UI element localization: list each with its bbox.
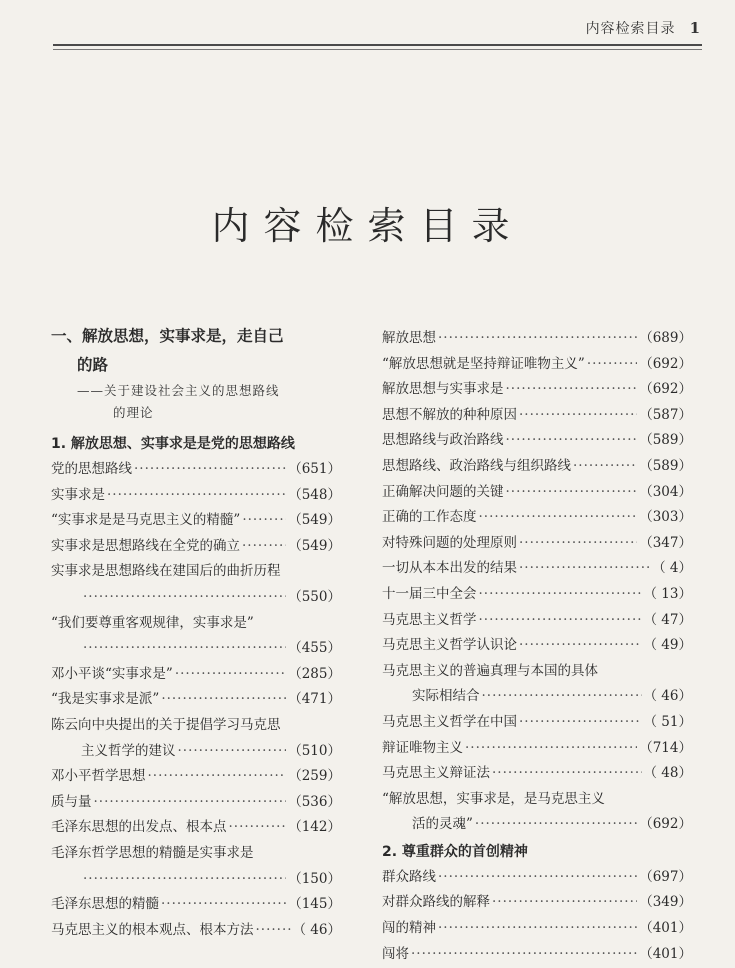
leader-dots bbox=[475, 812, 637, 838]
leader-dots bbox=[242, 534, 286, 560]
leader-dots bbox=[438, 326, 637, 352]
entry-page-number: （150） bbox=[288, 870, 341, 887]
right-entry-list-b bbox=[382, 865, 692, 967]
leader-dots bbox=[519, 556, 650, 582]
index-entry bbox=[51, 636, 341, 662]
index-entry bbox=[382, 812, 692, 838]
entry-page-number: （651） bbox=[288, 461, 341, 477]
entry-text: 实事求是思想路线在建国后的曲折历程 bbox=[51, 563, 281, 580]
leader-dots bbox=[519, 403, 637, 429]
entry-text: “解放思想，实事求是，是马克思主义 bbox=[382, 790, 605, 807]
entry-page-number: （ 13） bbox=[643, 585, 692, 602]
index-entry bbox=[382, 531, 692, 557]
leader-dots bbox=[519, 531, 637, 557]
entry-page-number: （ 46） bbox=[643, 688, 692, 705]
entry-text: 陈云向中央提出的关于提倡学习马克思 bbox=[51, 716, 281, 733]
index-entry-line bbox=[51, 611, 341, 637]
entry-text: 毛泽东思想的出发点、根本点 bbox=[51, 819, 227, 836]
entry-text: 解放思想与实事求是 bbox=[382, 381, 504, 398]
entry-page-number: （589） bbox=[639, 457, 692, 474]
entry-text: 解放思想 bbox=[382, 330, 436, 346]
running-header-title: 内容检索目录 bbox=[585, 21, 676, 37]
index-entry bbox=[51, 457, 341, 483]
entry-page-number: （692） bbox=[639, 381, 692, 398]
leader-dots bbox=[134, 457, 286, 483]
leader-dots bbox=[107, 483, 286, 509]
leader-dots bbox=[482, 684, 642, 710]
leader-dots bbox=[438, 916, 637, 942]
entry-page-number: （589） bbox=[639, 432, 692, 449]
leader-dots bbox=[94, 790, 287, 816]
index-entry bbox=[382, 454, 692, 480]
leader-dots bbox=[519, 710, 642, 736]
entry-page-number: （285） bbox=[288, 665, 341, 682]
entry-page-number: （ 4） bbox=[652, 560, 692, 577]
leader-dots bbox=[175, 662, 286, 688]
index-entry bbox=[51, 815, 341, 841]
index-entry bbox=[51, 662, 341, 688]
entry-text: 思想不解放的种种原因 bbox=[382, 406, 517, 423]
leader-dots bbox=[465, 736, 637, 762]
entry-page-number: （548） bbox=[288, 486, 341, 503]
index-entry bbox=[51, 918, 341, 944]
header-rule-thin bbox=[53, 49, 702, 50]
section-title-line-1: 一、解放思想，实事求是，走自己 bbox=[51, 327, 284, 345]
entry-page-number: （ 49） bbox=[643, 637, 692, 654]
index-entry bbox=[51, 585, 341, 611]
index-entry bbox=[382, 505, 692, 531]
leader-dots bbox=[573, 454, 637, 480]
entry-text: 对群众路线的解释 bbox=[382, 894, 490, 911]
entry-text: 邓小平谈“实事求是” bbox=[51, 665, 173, 682]
index-entry bbox=[382, 761, 692, 787]
index-entry bbox=[51, 739, 341, 765]
leader-dots bbox=[83, 585, 286, 611]
entry-text: 辩证唯物主义 bbox=[382, 739, 463, 756]
entry-page-number: （142） bbox=[288, 819, 341, 836]
index-entry bbox=[51, 892, 341, 918]
entry-page-number: （692） bbox=[639, 355, 692, 372]
index-entry bbox=[382, 684, 692, 710]
entry-page-number: （349） bbox=[639, 894, 692, 911]
page-number: 1 bbox=[689, 19, 701, 37]
leader-dots bbox=[161, 687, 286, 713]
leader-dots bbox=[506, 480, 638, 506]
header-rule bbox=[53, 44, 702, 46]
subheading-2: 2. 尊重群众的首创精神 bbox=[382, 843, 528, 860]
entry-text: 实事求是思想路线在全党的确立 bbox=[51, 537, 240, 554]
entry-text: 邓小平哲学思想 bbox=[51, 768, 146, 785]
entry-text: 正确解决问题的关键 bbox=[382, 483, 504, 500]
entry-page-number: （471） bbox=[288, 691, 341, 708]
leader-dots bbox=[492, 761, 642, 787]
entry-text: 一切从本本出发的结果 bbox=[382, 560, 517, 577]
entry-text: 马克思主义哲学在中国 bbox=[382, 713, 517, 730]
index-entry bbox=[382, 736, 692, 762]
right-column bbox=[382, 326, 692, 967]
entry-text: “我们要尊重客观规律，实事求是” bbox=[51, 614, 254, 631]
left-entry-list bbox=[51, 457, 341, 943]
leader-dots bbox=[256, 918, 291, 944]
entry-page-number: （ 51） bbox=[643, 713, 692, 730]
entry-text: 质与量 bbox=[51, 793, 92, 810]
section-title bbox=[51, 322, 341, 380]
entry-page-number: （303） bbox=[639, 509, 692, 526]
section-title-line-2: 的路 bbox=[77, 356, 109, 374]
leader-dots bbox=[506, 377, 638, 403]
index-entry bbox=[382, 633, 692, 659]
entry-page-number: （ 46） bbox=[292, 921, 341, 938]
index-entry-line bbox=[382, 787, 692, 813]
entry-page-number: （401） bbox=[639, 920, 692, 937]
entry-page-number: （510） bbox=[288, 742, 341, 759]
index-entry-line bbox=[51, 559, 341, 585]
index-entry bbox=[382, 326, 692, 352]
entry-text: 马克思主义的普遍真理与本国的具体 bbox=[382, 662, 598, 679]
entry-text: 闯的精神 bbox=[382, 920, 436, 937]
entry-page-number: （401） bbox=[639, 945, 692, 962]
leader-dots bbox=[492, 890, 637, 916]
index-entry bbox=[51, 687, 341, 713]
entry-text: “解放思想就是坚持辩证唯物主义” bbox=[382, 355, 585, 372]
index-entry bbox=[382, 890, 692, 916]
index-entry bbox=[382, 428, 692, 454]
leader-dots bbox=[587, 352, 637, 378]
section-subtitle bbox=[51, 380, 341, 424]
entry-text: 对特殊问题的处理原则 bbox=[382, 534, 517, 551]
leader-dots bbox=[479, 505, 638, 531]
index-entry-line bbox=[51, 713, 341, 739]
entry-text: 思想路线与政治路线 bbox=[382, 432, 504, 449]
index-entry bbox=[51, 764, 341, 790]
index-entry bbox=[382, 377, 692, 403]
index-entry bbox=[382, 403, 692, 429]
index-entry bbox=[382, 582, 692, 608]
index-entry bbox=[51, 534, 341, 560]
entry-text: 思想路线、政治路线与组织路线 bbox=[382, 457, 571, 474]
leader-dots bbox=[438, 865, 637, 891]
entry-page-number: （347） bbox=[639, 534, 692, 551]
entry-text: 闯将 bbox=[382, 945, 409, 962]
entry-page-number: （549） bbox=[288, 537, 341, 554]
entry-text: 群众路线 bbox=[382, 868, 436, 885]
entry-page-number: （550） bbox=[288, 588, 341, 605]
leader-dots bbox=[479, 608, 642, 634]
entry-page-number: （714） bbox=[639, 739, 692, 756]
entry-text: 正确的工作态度 bbox=[382, 509, 477, 526]
index-entry bbox=[382, 916, 692, 942]
entry-text: 主义哲学的建议 bbox=[81, 742, 176, 759]
leader-dots bbox=[83, 867, 286, 893]
entry-text: 党的思想路线 bbox=[51, 461, 132, 477]
entry-page-number: （536） bbox=[288, 793, 341, 810]
leader-dots bbox=[83, 636, 286, 662]
entry-page-number: （692） bbox=[639, 816, 692, 833]
leader-dots bbox=[506, 428, 638, 454]
entry-text: 毛泽东哲学思想的精髓是实事求是 bbox=[51, 844, 254, 861]
subheading-1: 1. 解放思想、实事求是是党的思想路线 bbox=[51, 436, 295, 452]
entry-text: 十一届三中全会 bbox=[382, 585, 477, 602]
index-entry bbox=[382, 556, 692, 582]
leader-dots bbox=[479, 582, 642, 608]
entry-page-number: （689） bbox=[639, 330, 692, 346]
leader-dots bbox=[229, 815, 287, 841]
entry-page-number: （304） bbox=[639, 483, 692, 500]
leader-dots bbox=[411, 942, 637, 968]
running-header bbox=[586, 18, 701, 38]
leader-dots bbox=[178, 739, 287, 765]
index-entry bbox=[382, 865, 692, 891]
entry-text: 马克思主义哲学 bbox=[382, 611, 477, 628]
index-entry bbox=[51, 508, 341, 534]
entry-page-number: （455） bbox=[288, 640, 341, 657]
entry-text: 马克思主义的根本观点、根本方法 bbox=[51, 921, 254, 938]
section-subtitle-line-2: 的理论 bbox=[113, 405, 154, 420]
entry-text: 毛泽东思想的精髓 bbox=[51, 896, 159, 913]
index-entry bbox=[382, 352, 692, 378]
index-entry bbox=[51, 483, 341, 509]
index-entry-line bbox=[51, 841, 341, 867]
entry-page-number: （145） bbox=[288, 896, 341, 913]
leader-dots bbox=[519, 633, 642, 659]
leader-dots bbox=[161, 892, 286, 918]
index-entry bbox=[382, 480, 692, 506]
entry-text: 实事求是 bbox=[51, 486, 105, 503]
entry-text: “我是实事求是派” bbox=[51, 691, 160, 708]
left-column bbox=[51, 326, 341, 943]
entry-text: 马克思主义辩证法 bbox=[382, 765, 490, 782]
index-entry bbox=[382, 710, 692, 736]
leader-dots bbox=[242, 508, 286, 534]
index-entry bbox=[51, 790, 341, 816]
entry-page-number: （259） bbox=[288, 768, 341, 785]
entry-page-number: （ 48） bbox=[643, 765, 692, 782]
page-title: 内容检索目录 bbox=[211, 204, 524, 249]
entry-text: 马克思主义哲学认识论 bbox=[382, 637, 517, 654]
entry-text: 活的灵魂” bbox=[412, 816, 473, 833]
entry-page-number: （587） bbox=[639, 406, 692, 423]
entry-page-number: （ 47） bbox=[643, 611, 692, 628]
entry-page-number: （549） bbox=[288, 512, 341, 529]
entry-page-number: （697） bbox=[639, 868, 692, 885]
entry-text: “实事求是是马克思主义的精髓” bbox=[51, 512, 241, 529]
index-entry bbox=[382, 608, 692, 634]
entry-text: 实际相结合 bbox=[412, 688, 480, 705]
index-entry-line bbox=[382, 659, 692, 685]
section-subtitle-line-1: ——关于建设社会主义的思想路线 bbox=[77, 383, 280, 398]
right-entry-list-a bbox=[382, 326, 692, 838]
index-entry bbox=[51, 867, 341, 893]
index-entry bbox=[382, 942, 692, 968]
leader-dots bbox=[148, 764, 287, 790]
